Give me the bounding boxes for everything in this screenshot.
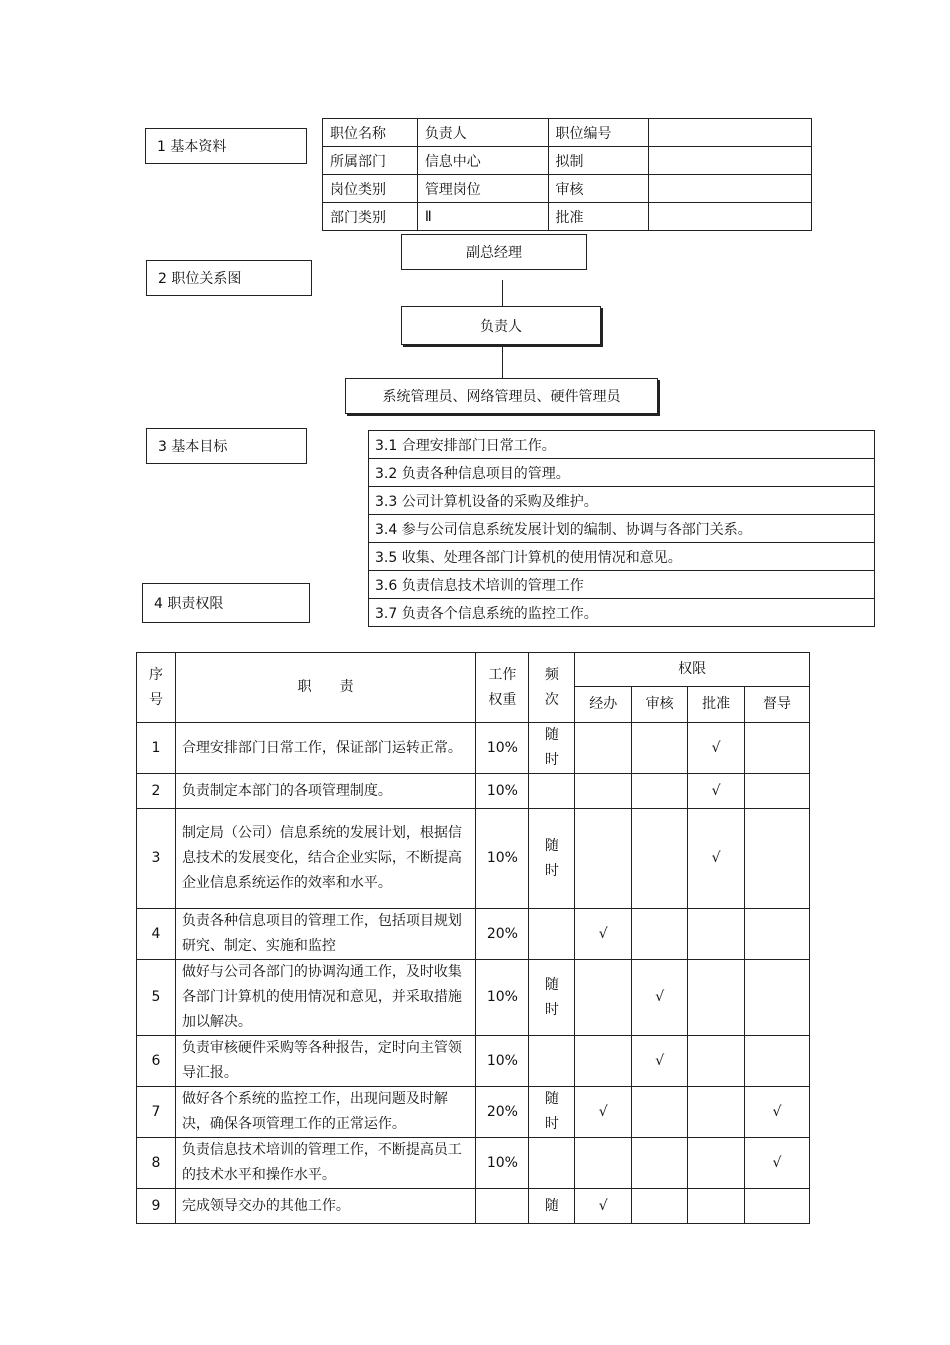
basic-info-table [322, 118, 812, 231]
info-cell: 信息中心 [417, 147, 548, 175]
table-row [137, 909, 810, 960]
goal-item: 3.2 负责各种信息项目的管理。 [369, 459, 875, 487]
goal-row [369, 459, 875, 487]
info-cell [649, 175, 812, 203]
goal-row [369, 515, 875, 543]
info-row [323, 119, 812, 147]
duty-description: 负责信息技术培训的管理工作，不断提高员工的技术水平和操作水平。 [175, 1138, 475, 1189]
row-number: 4 [137, 909, 176, 960]
auth-review-cell [632, 1189, 688, 1224]
auth-handle-cell: √ [575, 1189, 632, 1224]
table-row [137, 774, 810, 809]
auth-approve-cell [688, 1138, 745, 1189]
duty-weight: 10% [476, 809, 529, 909]
info-cell [649, 119, 812, 147]
goal-row [369, 431, 875, 459]
duty-description: 负责制定本部门的各项管理制度。 [175, 774, 475, 809]
table-row [137, 1087, 810, 1138]
duty-frequency [529, 1138, 575, 1189]
auth-handle-cell: √ [575, 909, 632, 960]
auth-approve-cell: √ [688, 723, 745, 774]
header-no: 序 号 [137, 653, 176, 723]
auth-review-cell [632, 1087, 688, 1138]
info-row [323, 175, 812, 203]
auth-review-cell [632, 909, 688, 960]
auth-review-cell [632, 774, 688, 809]
row-number: 2 [137, 774, 176, 809]
duty-weight: 10% [476, 723, 529, 774]
header-authority: 权限 [575, 653, 810, 687]
duty-table [136, 652, 810, 1224]
info-cell: 所属部门 [323, 147, 418, 175]
goal-item: 3.5 收集、处理各部门计算机的使用情况和意见。 [369, 543, 875, 571]
auth-supervise-cell: √ [745, 1138, 810, 1189]
auth-handle-cell [575, 774, 632, 809]
info-cell: 批准 [548, 203, 649, 231]
auth-handle-cell: √ [575, 1087, 632, 1138]
info-cell: 岗位类别 [323, 175, 418, 203]
auth-handle-cell [575, 960, 632, 1036]
duty-description: 负责各种信息项目的管理工作，包括项目规划研究、制定、实施和监控 [175, 909, 475, 960]
duty-frequency: 随 [529, 1189, 575, 1224]
goal-item: 3.6 负责信息技术培训的管理工作 [369, 571, 875, 599]
goal-item: 3.1 合理安排部门日常工作。 [369, 431, 875, 459]
auth-supervise-cell: √ [745, 1087, 810, 1138]
section-label-goals: 3 基本目标 [146, 428, 307, 464]
duty-description: 制定局（公司）信息系统的发展计划，根据信息技术的发展变化，结合企业实际，不断提高企业信息系统运作的效率和水平。 [175, 809, 475, 909]
auth-approve-cell [688, 1036, 745, 1087]
header-frequency: 频 次 [529, 653, 575, 723]
auth-review-cell: √ [632, 960, 688, 1036]
table-row [137, 1189, 810, 1224]
auth-supervise-cell [745, 723, 810, 774]
goal-row [369, 599, 875, 627]
auth-supervise-cell [745, 1189, 810, 1224]
duty-weight: 10% [476, 1036, 529, 1087]
org-node-top: 副总经理 [401, 234, 587, 270]
info-cell: 职位名称 [323, 119, 418, 147]
auth-approve-cell [688, 1189, 745, 1224]
auth-supervise-cell [745, 909, 810, 960]
auth-supervise-cell [745, 809, 810, 909]
goal-row [369, 543, 875, 571]
duty-description: 负责审核硬件采购等各种报告，定时向主管领导汇报。 [175, 1036, 475, 1087]
goal-row [369, 571, 875, 599]
goal-item: 3.3 公司计算机设备的采购及维护。 [369, 487, 875, 515]
duty-frequency: 随 时 [529, 1087, 575, 1138]
auth-supervise-cell [745, 1036, 810, 1087]
duty-weight [476, 1189, 529, 1224]
org-node-bottom: 系统管理员、网络管理员、硬件管理员 [345, 378, 658, 414]
duty-weight: 10% [476, 1138, 529, 1189]
section-label-relation: 2 职位关系图 [146, 260, 312, 296]
row-number: 6 [137, 1036, 176, 1087]
auth-approve-cell: √ [688, 774, 745, 809]
row-number: 9 [137, 1189, 176, 1224]
info-cell [649, 147, 812, 175]
duty-weight: 10% [476, 960, 529, 1036]
auth-approve-cell: √ [688, 809, 745, 909]
auth-supervise-cell [745, 960, 810, 1036]
row-number: 1 [137, 723, 176, 774]
duty-weight: 20% [476, 909, 529, 960]
header-auth-approve: 批准 [688, 687, 745, 723]
goals-table [368, 430, 875, 627]
info-cell [649, 203, 812, 231]
auth-approve-cell [688, 909, 745, 960]
auth-approve-cell [688, 1087, 745, 1138]
org-connector [502, 280, 503, 306]
goal-item: 3.7 负责各个信息系统的监控工作。 [369, 599, 875, 627]
auth-approve-cell [688, 960, 745, 1036]
auth-review-cell: √ [632, 1036, 688, 1087]
auth-review-cell [632, 1138, 688, 1189]
auth-handle-cell [575, 1138, 632, 1189]
duty-frequency [529, 774, 575, 809]
duty-frequency [529, 1036, 575, 1087]
goal-item: 3.4 参与公司信息系统发展计划的编制、协调与各部门关系。 [369, 515, 875, 543]
info-cell: 部门类别 [323, 203, 418, 231]
header-auth-handle: 经办 [575, 687, 632, 723]
duty-weight: 20% [476, 1087, 529, 1138]
header-duty: 职 责 [175, 653, 475, 723]
duty-frequency: 随 时 [529, 723, 575, 774]
info-row [323, 203, 812, 231]
duty-description: 做好各个系统的监控工作，出现问题及时解决，确保各项管理工作的正常运作。 [175, 1087, 475, 1138]
duty-description: 合理安排部门日常工作，保证部门运转正常。 [175, 723, 475, 774]
auth-review-cell [632, 809, 688, 909]
auth-review-cell [632, 723, 688, 774]
row-number: 3 [137, 809, 176, 909]
org-connector [502, 346, 503, 378]
section-label-duties: 4 职责权限 [142, 583, 310, 623]
info-cell: 拟制 [548, 147, 649, 175]
table-row [137, 723, 810, 774]
info-cell: 管理岗位 [417, 175, 548, 203]
table-row [137, 960, 810, 1036]
goal-row [369, 487, 875, 515]
header-weight: 工作 权重 [476, 653, 529, 723]
info-cell: 审核 [548, 175, 649, 203]
info-row [323, 147, 812, 175]
row-number: 7 [137, 1087, 176, 1138]
table-row [137, 1138, 810, 1189]
table-row [137, 809, 810, 909]
org-node-middle: 负责人 [401, 306, 601, 345]
auth-supervise-cell [745, 774, 810, 809]
duty-description: 完成领导交办的其他工作。 [175, 1189, 475, 1224]
row-number: 8 [137, 1138, 176, 1189]
table-row [137, 1036, 810, 1087]
duty-frequency [529, 909, 575, 960]
info-cell: Ⅱ [417, 203, 548, 231]
auth-handle-cell [575, 723, 632, 774]
header-auth-supervise: 督导 [745, 687, 810, 723]
info-cell: 职位编号 [548, 119, 649, 147]
row-number: 5 [137, 960, 176, 1036]
auth-handle-cell [575, 809, 632, 909]
info-cell: 负责人 [417, 119, 548, 147]
duty-frequency: 随 时 [529, 960, 575, 1036]
duty-weight: 10% [476, 774, 529, 809]
auth-handle-cell [575, 1036, 632, 1087]
section-label-basic-info: 1 基本资料 [145, 128, 307, 164]
duty-description: 做好与公司各部门的协调沟通工作，及时收集各部门计算机的使用情况和意见，并采取措施加以解决。 [175, 960, 475, 1036]
duty-frequency: 随 时 [529, 809, 575, 909]
header-auth-review: 审核 [632, 687, 688, 723]
